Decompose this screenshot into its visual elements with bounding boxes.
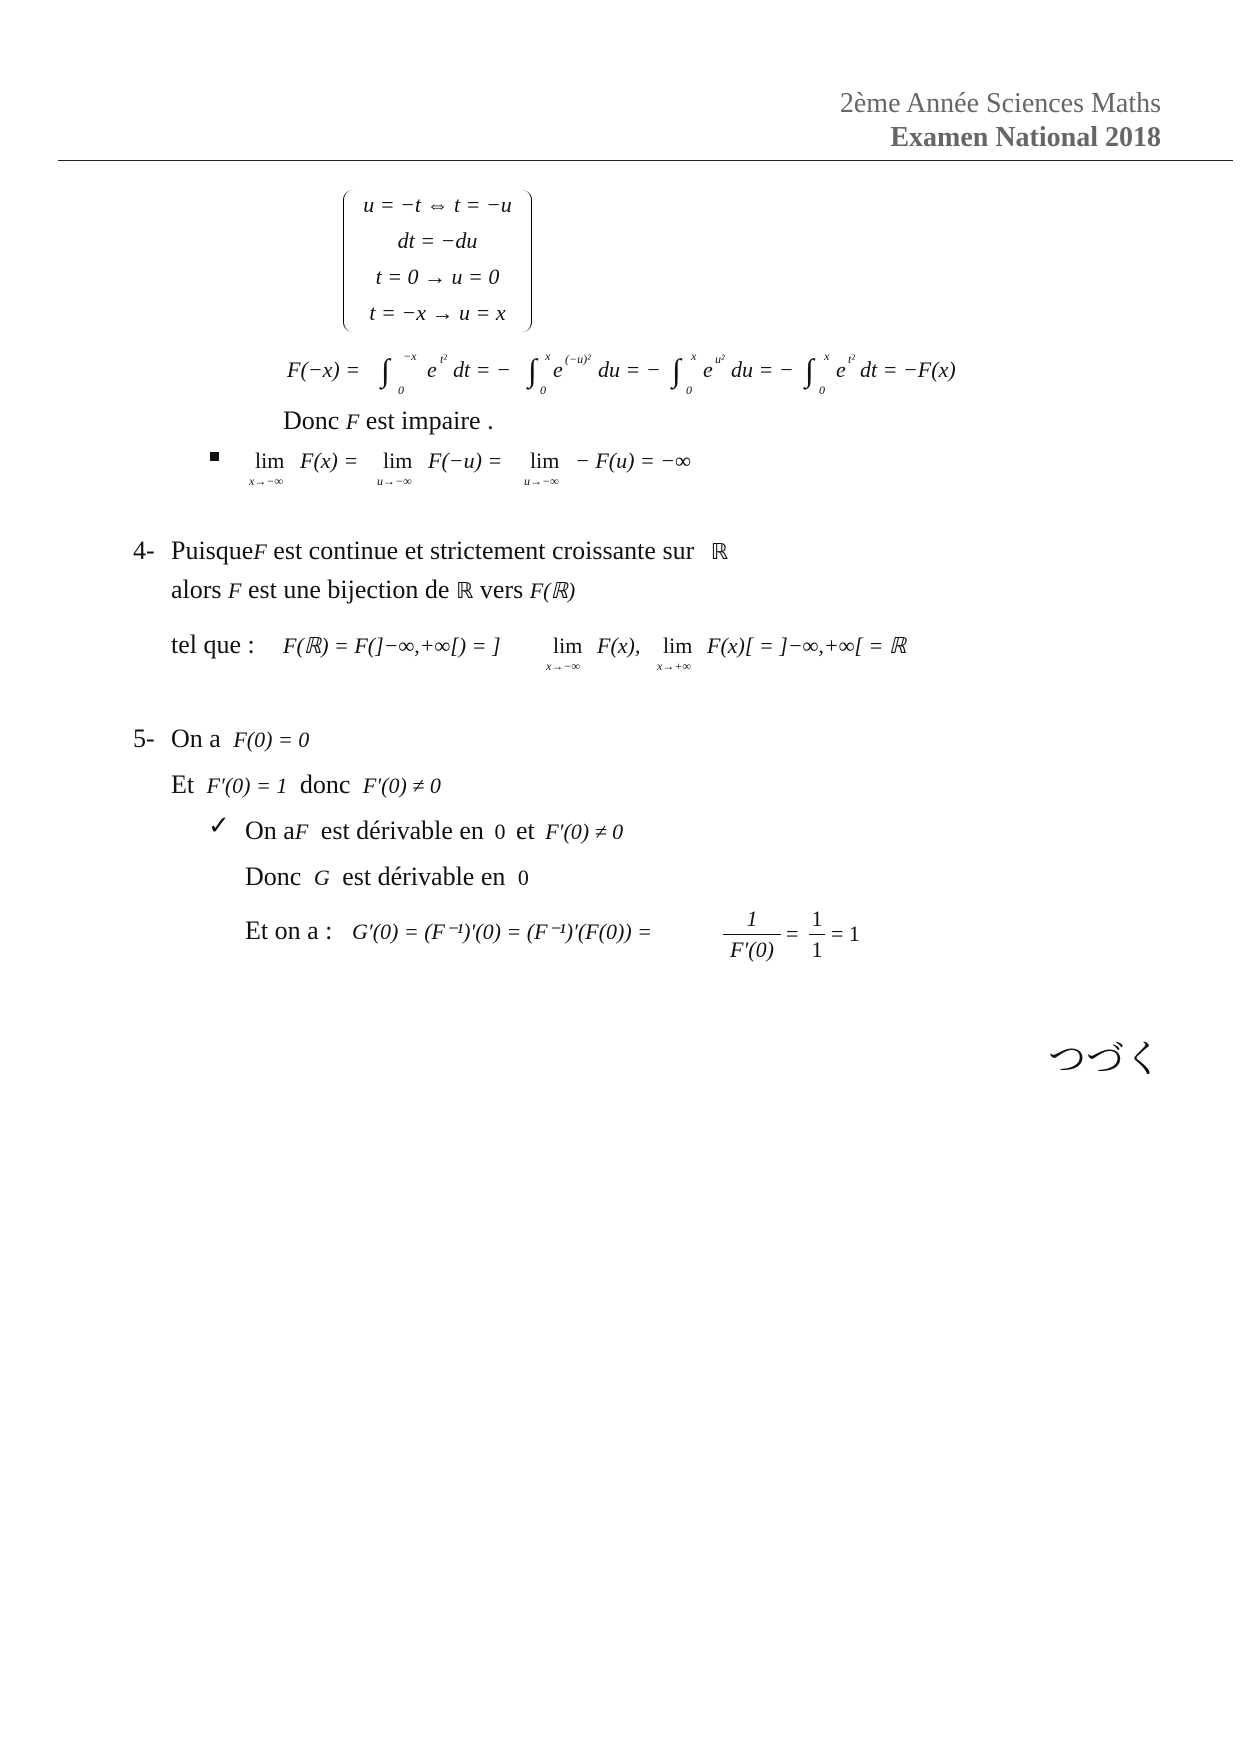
fraction-denominator: 1 [811,937,823,962]
integral-upper-limit: −x [403,349,417,363]
q5-text: Donc [245,862,302,891]
limit-subscript: u→−∞ [377,474,412,488]
q5-text: est dérivable en [342,862,506,891]
image-set: F(ℝ) [529,578,576,603]
variable-f: F [253,539,267,564]
integral-upper-limit: x [545,349,551,363]
substitution-system [343,190,532,332]
integrand-exponent: t² [440,352,447,366]
q4-line-1 [171,536,728,566]
real-set-symbol: ℝ [710,539,729,564]
q4-text: est une bijection de [248,575,450,604]
limit-subscript: x→−∞ [249,474,283,488]
q5-text: On a [171,724,221,753]
limit-expression: F(x)[ = ]−∞,+∞[ = ℝ [707,633,907,658]
integral-lower-limit: 0 [686,383,692,397]
q5-equation: F′(0) ≠ 0 [545,819,624,844]
substitution-row: u = −t ⇔ t = −u [363,192,512,217]
question-number: 4- [133,536,155,565]
q5-text: Et [171,770,195,799]
fraction-denominator: F′(0) [730,937,774,962]
integrand-exponent: (−u)² [565,352,591,366]
fraction-bar [723,934,781,935]
header-divider [58,160,1233,161]
q5-line-5-label: Et on a : [245,916,333,945]
integral-sign: ∫ [672,352,681,388]
fraction-bar [809,934,825,935]
limit-operator: lim [663,633,693,658]
variable-f: F [345,409,360,434]
differential: du = − [731,357,794,382]
substitution-row: t = −x → u = x [369,300,506,325]
point-value: 0 [517,865,529,890]
variable-f: F [294,819,309,844]
fraction [809,906,825,963]
integrand: e [553,357,563,382]
equation-result: dt = −F(x) [860,357,956,382]
integral-sign: ∫ [381,352,390,388]
variable-f: F [228,578,242,603]
q4-line-3-label: tel que : [171,630,255,659]
integral-upper-limit: x [691,349,697,363]
q5-text: donc [299,770,351,799]
continued-mark: つづく [1048,1037,1163,1081]
differential: dt = − [453,357,511,382]
substitution-row: t = 0 → u = 0 [375,264,500,289]
limit-subscript: x→+∞ [657,659,691,673]
bullet-icon [210,452,219,461]
q5-line-2 [171,770,441,800]
q5-text: et [515,816,535,845]
integral-lower-limit: 0 [398,383,404,397]
question-number: 5- [133,724,155,753]
integrand-exponent: u² [715,352,725,366]
equation-result: = 1 [831,921,860,946]
checkmark-icon: ✓ [208,811,230,840]
integrand: e [427,357,437,382]
q5-text: On a [245,816,295,845]
q5-equation: F(0) = 0 [233,727,310,752]
header-subject: 2ème Année Sciences Maths [839,88,1161,119]
limit-operator: lim [383,448,413,473]
fraction [723,906,781,963]
integrand: e [836,357,846,382]
q5-line-4 [245,862,529,892]
q4-image-equation: F(ℝ) = F(]−∞,+∞[) = ] [283,633,501,658]
limit-expression: F(x), [597,633,641,658]
q5-line-3 [245,816,623,846]
integrand-exponent: t² [848,352,855,366]
point-value: 0 [494,819,506,844]
integrand: e [703,357,713,382]
equation-lhs: F(−x) = [287,357,361,382]
q5-line-1 [171,724,309,754]
q5-equation: F′(0) ≠ 0 [362,773,441,798]
q4-text: alors [171,575,222,604]
fraction-numerator: 1 [746,906,758,931]
limit-expression: F(x) = [300,448,359,473]
substitution-row: dt = −du [397,228,478,253]
limit-expression: F(−u) = [428,448,503,473]
q4-text: vers [479,575,524,604]
limit-subscript: x→−∞ [546,659,580,673]
limit-operator: lim [255,448,285,473]
integral-lower-limit: 0 [819,383,825,397]
limit-operator: lim [553,633,583,658]
header-exam-title: Examen National 2018 [890,122,1161,153]
q4-text: Puisque [171,536,254,565]
real-set-symbol: ℝ [455,578,474,603]
parity-conclusion [283,406,494,436]
conclusion-prefix: Donc [283,406,340,435]
q4-line-2 [171,575,575,605]
integral-sign: ∫ [805,352,814,388]
limit-expression: − F(u) = −∞ [575,448,691,473]
limit-subscript: u→−∞ [524,474,559,488]
limit-operator: lim [530,448,560,473]
differential: du = − [598,357,661,382]
conclusion-suffix: est impaire . [365,406,494,435]
integral-lower-limit: 0 [540,383,546,397]
integral-upper-limit: x [824,349,830,363]
fraction-numerator: 1 [811,906,823,931]
derivative-inverse-equation: G′(0) = (F⁻¹)′(0) = (F⁻¹)′(F(0)) = [352,919,653,944]
equals-sign: = [786,921,799,946]
q5-text: est dérivable en [320,816,484,845]
variable-g: G [313,865,330,890]
q5-equation: F′(0) = 1 [206,773,288,798]
integral-sign: ∫ [528,352,537,388]
q4-text: est continue et strictement croissante sur [273,536,695,565]
